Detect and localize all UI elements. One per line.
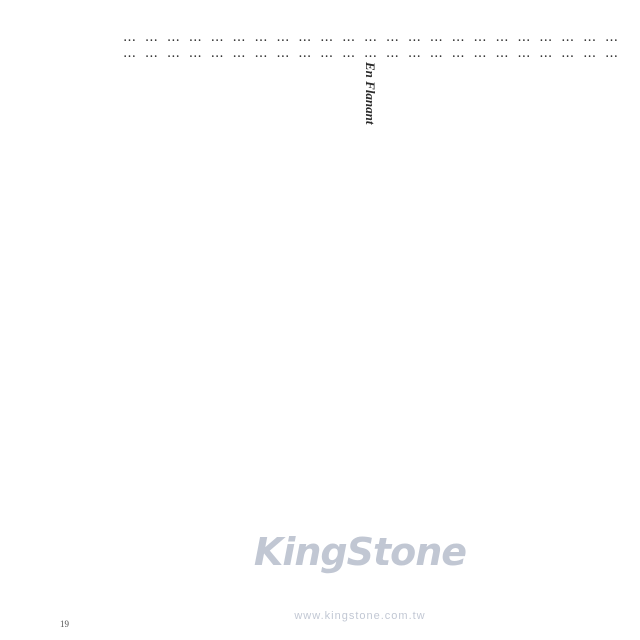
latin-phrase: En Flanant (363, 62, 378, 125)
text-column: …… (297, 30, 313, 62)
page-number: 19 (60, 619, 69, 629)
text-column: …… (384, 30, 400, 62)
text-column: …… (494, 30, 510, 62)
vertical-text-block (120, 30, 620, 470)
watermark (230, 530, 490, 626)
text-column: …… (538, 30, 554, 62)
text-column: …… (582, 30, 598, 62)
text-column: …… (187, 30, 203, 62)
watermark-url: www.kingstone.com.tw (294, 610, 426, 622)
text-column: …… (122, 30, 137, 62)
text-column: …… (472, 30, 488, 62)
text-column: …… (143, 30, 159, 62)
text-column: …… (319, 30, 335, 62)
text-column: …… (165, 30, 181, 62)
text-column: …… (428, 30, 444, 62)
text-column: …… (341, 30, 357, 62)
text-column: …… (604, 30, 619, 62)
text-column: …… (209, 30, 225, 62)
watermark-logo: KingStone (253, 530, 467, 574)
text-column: ……En Flanant (363, 30, 378, 125)
text-column: …… (406, 30, 422, 62)
text-column: …… (450, 30, 466, 62)
text-column: …… (516, 30, 532, 62)
text-column: …… (275, 30, 291, 62)
text-column: …… (253, 30, 269, 62)
text-column: …… (560, 30, 576, 62)
text-column: …… (231, 30, 247, 62)
